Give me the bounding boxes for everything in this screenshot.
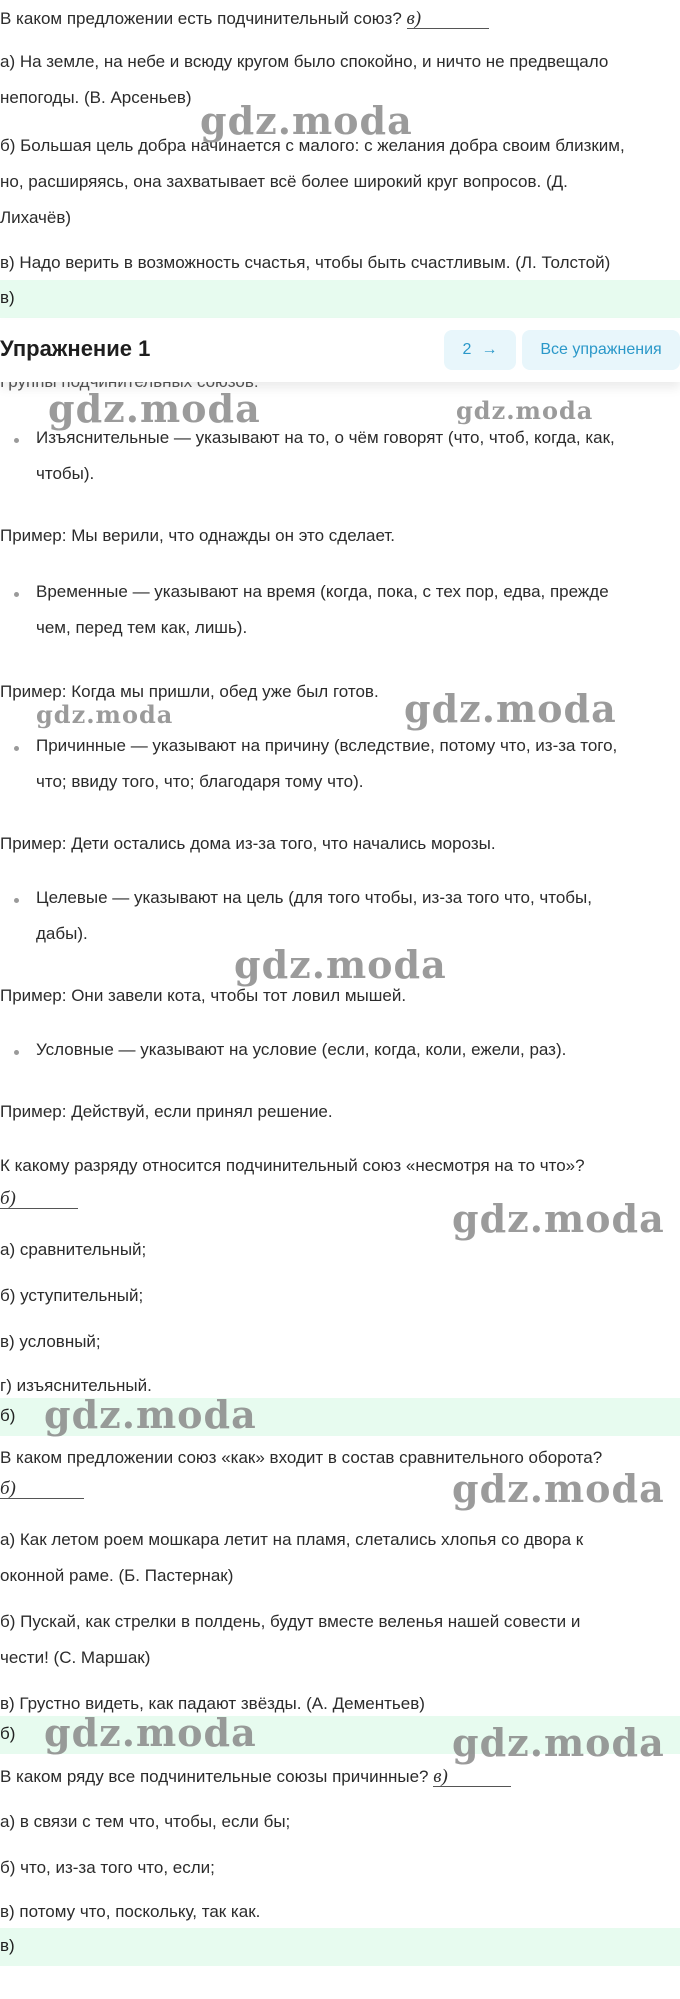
q4-answer-box <box>0 1928 680 1966</box>
theory-item-1-line-1: Изъяснительные — указывают на то, о чём говорят (что, чтоб, когда, как, <box>36 428 615 447</box>
bullet-dot <box>14 898 19 903</box>
theory-item-5-example: Пример: Действуй, если принял решение. <box>0 1102 333 1121</box>
arrow-right-icon: → <box>481 341 498 358</box>
theory-item-3-example: Пример: Дети остались дома из-за того, что начались морозы. <box>0 834 496 853</box>
watermark: gdz.moda <box>44 1710 257 1755</box>
theory-item-4-line-2: дабы). <box>36 924 88 943</box>
q2-option-d: г) изъяснительный. <box>0 1376 152 1395</box>
theory-item-5-line-1: Условные — указывают на условие (если, когда, коли, ежели, раз). <box>36 1040 567 1059</box>
next-exercise-button[interactable] <box>444 330 516 370</box>
q3-option-a-1: а) Как летом роем мошкара летит на пламя, слетались хлопья со двора к <box>0 1530 584 1549</box>
q1-option-b-1: б) Большая цель добра начинается с малого: с желания добра своим близким, <box>0 136 625 155</box>
q3-option-c-1: в) Грустно видеть, как падают звёзды. (А. Дементьев) <box>0 1694 425 1713</box>
theory-item-1-example: Пример: Мы верили, что однажды он это сделает. <box>0 526 395 545</box>
theory-item-3-line-2: что; ввиду того, что; благодаря тому что). <box>36 772 364 791</box>
q2-option-a: а) сравнительный; <box>0 1240 147 1259</box>
watermark: gdz.moda <box>452 1466 665 1511</box>
exercise-header <box>0 320 680 382</box>
q4-option-c: в) потому что, поскольку, так как. <box>0 1902 261 1921</box>
watermark: gdz.moda <box>48 386 261 431</box>
q1-question: В каком предложении есть подчинительный союз? <box>0 9 402 28</box>
q4-question-row <box>0 1766 511 1787</box>
q1-option-c-1: в) Надо верить в возможность счастья, чтобы быть счастливым. (Л. Толстой) <box>0 253 611 272</box>
q2-handwritten: б) <box>0 1188 16 1209</box>
q2-answer-line <box>0 1188 78 1209</box>
q3-option-b-2: чести! (С. Маршак) <box>0 1648 151 1667</box>
q1-option-b-3: Лихачёв) <box>0 208 72 227</box>
watermark: gdz.moda <box>200 98 413 143</box>
theory-item-4-example: Пример: Они завели кота, чтобы тот ловил мышей. <box>0 986 407 1005</box>
q2-question: К какому разряду относится подчинительный союз «несмотря на то что»? <box>0 1156 585 1175</box>
theory-item-2-example: Пример: Когда мы пришли, обед уже был готов. <box>0 682 379 701</box>
q3-question: В каком предложении союз «как» входит в состав сравнительного оборота? <box>0 1448 603 1467</box>
all-exercises-label: Все упражнения <box>540 341 662 358</box>
watermark: gdz.moda <box>234 942 447 987</box>
all-exercises-button[interactable] <box>522 330 680 370</box>
watermark: gdz.moda <box>452 1720 665 1765</box>
bullet-dot <box>14 438 19 443</box>
theory-item-2-line-2: чем, перед тем как, лишь). <box>36 618 248 637</box>
watermark: gdz.moda <box>404 686 617 731</box>
theory-item-3-line-1: Причинные — указывают на причину (вследствие, потому что, из-за того, <box>36 736 618 755</box>
q4-option-a: а) в связи с тем что, чтобы, если бы; <box>0 1812 291 1831</box>
theory-item-1-line-2: чтобы). <box>36 464 95 483</box>
theory-item-4-line-1: Целевые — указывают на цель (для того чтобы, из-за того что, чтобы, <box>36 888 592 907</box>
q1-option-a-1: а) На земле, на небе и всюду кругом было спокойно, и ничто не предвещало <box>0 52 609 71</box>
watermark: gdz.moda <box>36 700 174 729</box>
q1-handwritten: в) <box>406 8 422 29</box>
watermark: gdz.moda <box>452 1196 665 1241</box>
q4-answer: в) <box>0 1936 15 1955</box>
q3-option-b-1: б) Пускай, как стрелки в полдень, будут вместе веленья нашей совести и <box>0 1612 581 1631</box>
q2-option-c: в) условный; <box>0 1332 101 1351</box>
bullet-dot <box>14 746 19 751</box>
q3-answer-line <box>0 1478 84 1499</box>
q4-question: В каком ряду все подчинительные союзы причинные? <box>0 1767 429 1786</box>
bullet-dot <box>14 592 19 597</box>
q1-answer: в) <box>0 288 15 307</box>
theory-item-2-line-1: Временные — указывают на время (когда, пока, с тех пор, едва, прежде <box>36 582 609 601</box>
q1-question-row <box>0 8 489 29</box>
q4-handwritten: в) <box>433 1766 448 1787</box>
q4-option-b: б) что, из-за того что, если; <box>0 1858 215 1877</box>
q3-answer: б) <box>0 1724 16 1743</box>
q2-option-b: б) уступительный; <box>0 1286 144 1305</box>
watermark: gdz.moda <box>44 1392 257 1437</box>
bullet-dot <box>14 1050 19 1055</box>
q1-answer-line <box>407 8 489 29</box>
q1-option-b-2: но, расширяясь, она захватывает всё более широкий круг вопросов. (Д. <box>0 172 568 191</box>
q3-option-a-2: оконной раме. (Б. Пастернак) <box>0 1566 234 1585</box>
q1-answer-box <box>0 280 680 318</box>
watermark: gdz.moda <box>456 396 594 425</box>
next-exercise-number: 2 <box>462 341 472 358</box>
q3-handwritten: б) <box>0 1478 16 1499</box>
q1-option-a-2: непогоды. (В. Арсеньев) <box>0 88 192 107</box>
exercise-title: Упражнение 1 <box>0 336 151 361</box>
q2-answer: б) <box>0 1406 16 1425</box>
